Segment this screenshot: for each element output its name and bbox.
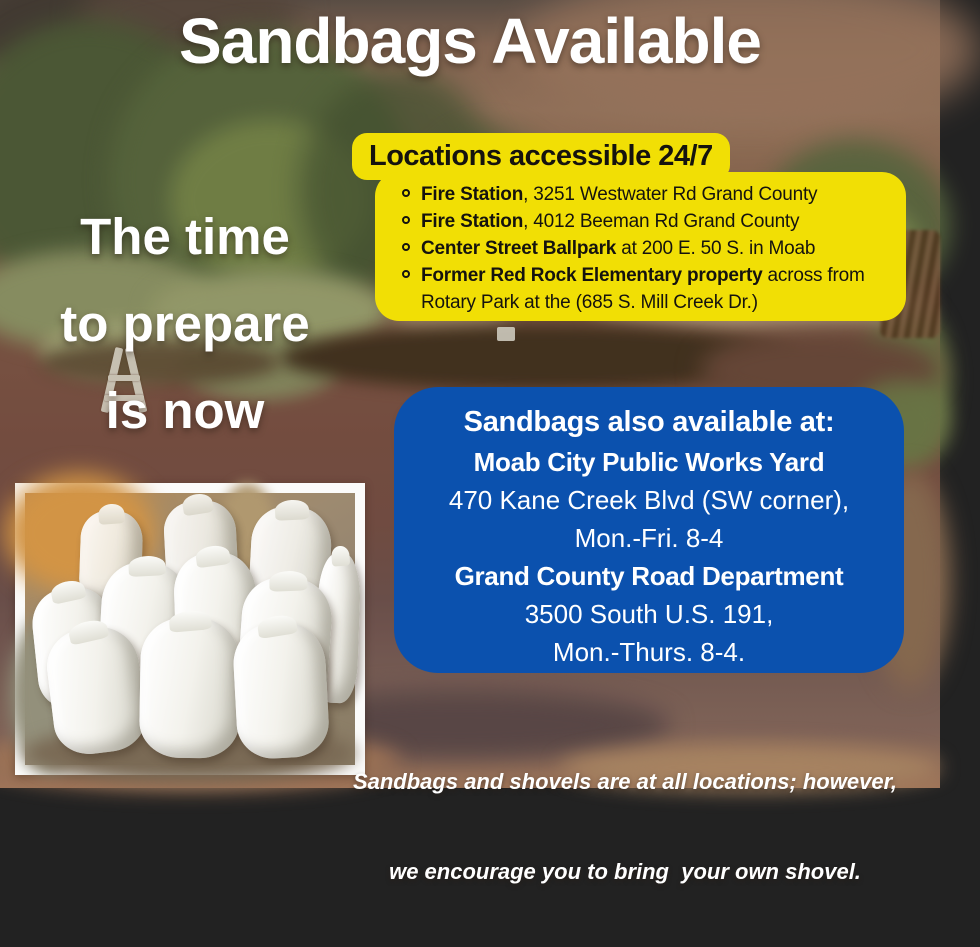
location-item-bold: Fire Station — [421, 211, 524, 232]
location-item — [397, 208, 897, 235]
location-item — [397, 262, 897, 316]
location-item-bold: Former Red Rock Elementary property — [421, 265, 763, 286]
locations-24-7-heading: Locations accessible 24/7 — [352, 133, 730, 180]
footnote — [320, 707, 930, 947]
location-item-detail: at 200 E. 50 S. in Moab — [616, 238, 816, 259]
location-address: 470 Kane Creek Blvd (SW corner), — [448, 485, 850, 515]
tagline — [15, 193, 355, 454]
footnote-line-1: Sandbags and shovels are at all locations; however, — [352, 769, 898, 794]
location-name: Moab City Public Works Yard — [473, 447, 825, 477]
poster-title: Sandbags Available — [179, 5, 761, 77]
location-name: Grand County Road Department — [454, 561, 844, 591]
location-item-detail: , 3251 Westwater Rd Grand County — [523, 184, 818, 205]
also-available-panel — [394, 387, 904, 673]
location-item — [397, 181, 897, 208]
bullet-circle-icon — [402, 270, 410, 278]
location-item-bold: Fire Station — [421, 184, 524, 205]
also-available-heading: Sandbags also available at: — [463, 406, 835, 438]
location-hours: Mon.-Fri. 8-4 — [574, 523, 724, 553]
bullet-circle-icon — [402, 216, 410, 224]
tagline-line-2: to prepare — [60, 295, 310, 352]
tagline-line-1: The time — [80, 208, 290, 265]
location-item — [397, 235, 897, 262]
location-item-detail: across from Rotary Park at the (685 S. Mill Creek Dr.) — [421, 265, 865, 313]
location-hours: Mon.-Thurs. 8-4. — [552, 637, 746, 667]
sandbags-photo — [15, 483, 365, 775]
location-item-bold: Center Street Ballpark — [421, 238, 617, 259]
location-address: 3500 South U.S. 191, — [524, 599, 774, 629]
bullet-circle-icon — [402, 189, 410, 197]
tagline-line-3: is now — [105, 382, 265, 439]
location-item-detail: , 4012 Beeman Rd Grand County — [523, 211, 800, 232]
footnote-line-2: we encourage you to bring your own shovel. — [389, 859, 861, 884]
bullet-circle-icon — [402, 243, 410, 251]
locations-24-7-list — [375, 172, 906, 321]
